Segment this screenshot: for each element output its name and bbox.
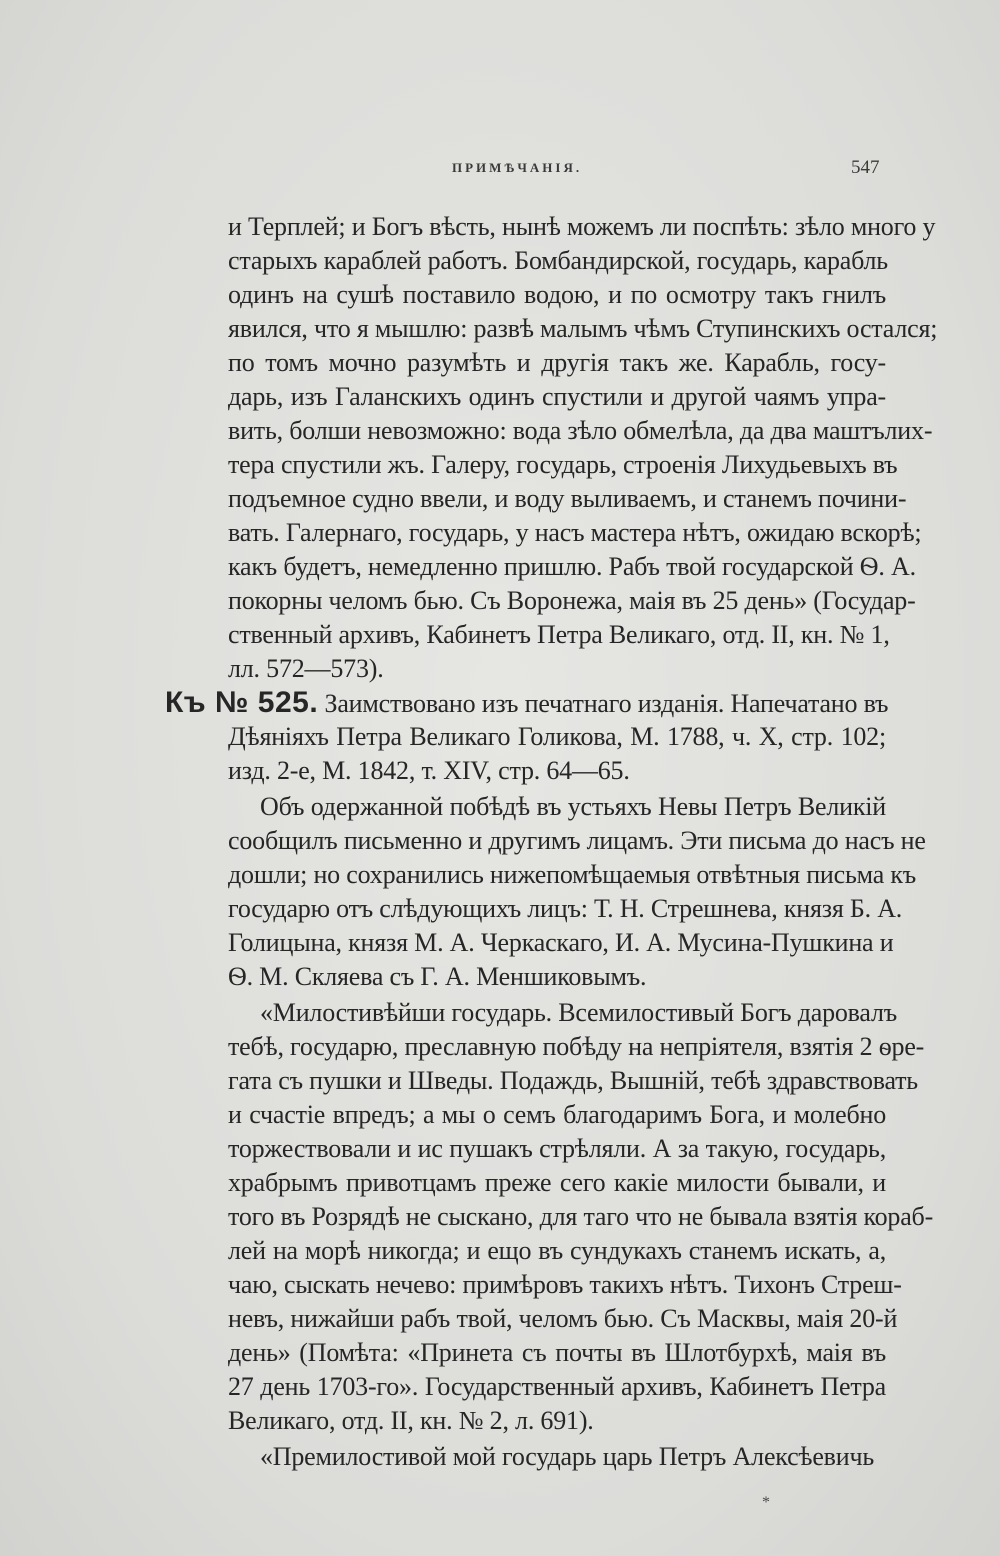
text-line: «Премилостивой мой государь царь Петръ Алексѣевичь [260,1442,874,1471]
text-line: Ѳ. М. Скляева съ Г. А. Меншиковымъ. [228,962,647,991]
text-line: тебѣ, государю, преславную побѣду на непріятеля, взятія 2 ѳре- [228,1032,925,1061]
text-line: ственный архивъ, Кабинетъ Петра Великаго, отд. II, кн. № 1, [228,620,890,649]
text-line: торжествовали и ис пушакъ стрѣляли. А за такую, государь, [228,1134,886,1163]
text-line: старыхъ караблей работъ. Бомбандирской, государь, карабль [228,246,888,275]
text-line: Объ одержанной побѣдѣ въ устьяхъ Невы Петръ Великій [260,792,886,821]
text-line: подъемное судно ввели, и воду выливаемъ, и станемъ почини- [228,484,907,513]
text-line: Голицына, князя М. А. Черкаскаго, И. А. Мусина-Пушкина и [228,928,894,957]
text-line: и счастіе впредъ; а мы о семъ благодаримъ Бога, и молебно [228,1100,886,1129]
text-line: изд. 2-е, М. 1842, т. XIV, стр. 64—65. [228,756,630,785]
text-line: лл. 572—573). [228,654,384,683]
text-line: Великаго, отд. II, кн. № 2, л. 691). [228,1406,594,1435]
section-first-line [165,686,889,720]
text-line: того въ Розрядѣ не сыскано, для таго что не бывала взятія кораб- [228,1202,934,1231]
section-heading: Къ № 525. [165,686,319,719]
text-line: день» (Помѣта: «Принета съ почты въ Шлотбурхѣ, маія въ [228,1338,886,1367]
text-line: сообщилъ письменно и другимъ лицамъ. Эти письма до насъ не [228,826,926,855]
text-line: гата съ пушки и Шведы. Подаждь, Вышній, тебѣ здравствовать [228,1066,918,1095]
text-line: дарь, изъ Галанскихъ одинъ спустили и другой чаямъ упра- [228,382,886,411]
text-line: храбрымъ привотцамъ преже сего какіе милости бывали, и [228,1168,886,1197]
text-line: невъ, нижайши рабъ твой, челомъ бью. Съ Масквы, маія 20-й [228,1304,898,1333]
text-line: государю отъ слѣдующихъ лицъ: Т. Н. Стрешнева, князя Б. А. [228,894,903,923]
text-line: по томъ мочно разумѣть и другія такъ же. Карабль, госу- [228,348,886,377]
text-line: тера спустили жъ. Галеру, государь, строенія Лихудьевыхъ въ [228,450,898,479]
text-line: покорны челомъ бью. Съ Воронежа, маія въ 25 день» (Государ- [228,586,916,615]
text-line: чаю, сыскать нечево: примѣровъ такихъ нѣтъ. Тихонъ Стреш- [228,1270,902,1299]
text-line: «Милостивѣйши государь. Всемилостивый Богъ даровалъ [260,998,897,1027]
text-line: 27 день 1703-го». Государственный архивъ, Кабинетъ Петра [228,1372,886,1401]
running-title: ПРИМѢЧАНІЯ. [452,160,583,175]
asterisk-mark: * [762,1494,770,1511]
text-line: дошли; но сохранились нижепомѣщаемыя отвѣтныя письма къ [228,860,917,889]
text-line: и Терплей; и Богъ вѣсть, нынѣ можемъ ли поспѣть: зѣло много у [228,212,936,241]
text-line: одинъ на сушѣ поставило водою, и по осмотру такъ гнилъ [228,280,886,309]
text-line: Дѣяніяхъ Петра Великаго Голикова, М. 1788, ч. X, стр. 102; [228,722,886,751]
text-line: лей на морѣ никогда; и ещо въ сундукахъ станемъ искать, а, [228,1236,886,1265]
section-first-line-text: Заимствовано изъ печатнаго изданія. Напечатано въ [324,689,889,718]
page-number: 547 [851,157,880,178]
text-line: вать. Галернаго, государь, у насъ мастера нѣтъ, ожидаю вскорѣ; [228,518,922,547]
text-line: явился, что я мышлю: развѣ малымъ чѣмъ Ступинскихъ остался; [228,314,938,343]
text-line: вить, болши невозможно: вода зѣло обмелѣла, да два маштълих- [228,416,933,445]
text-line: какъ будетъ, немедленно пришлю. Рабъ твой государской Ѳ. А. [228,552,916,581]
